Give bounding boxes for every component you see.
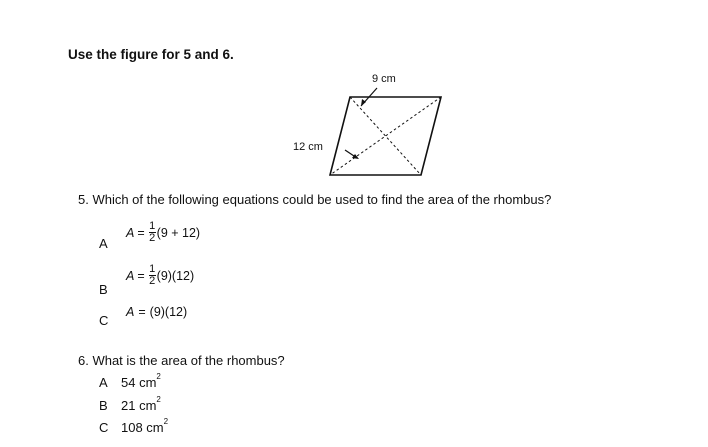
fraction-one-half <box>149 221 156 244</box>
q5-option-b-letter[interactable]: B <box>99 282 108 297</box>
equation-sign: = <box>138 305 146 319</box>
top-pointer-arrowhead <box>361 99 366 106</box>
equation-sign: = <box>137 268 145 283</box>
option-value: 108 cm <box>121 420 164 435</box>
option-letter: B <box>99 398 108 413</box>
equation-rest: (9 + 12) <box>156 225 201 240</box>
q5-option-b-equation[interactable] <box>126 264 194 287</box>
fraction-numerator: 1 <box>149 220 156 232</box>
top-diagonal-label: 9 cm <box>372 73 396 85</box>
rhombus-diagonal-1 <box>350 97 421 175</box>
q6-option-a[interactable] <box>99 372 161 390</box>
option-exponent: 2 <box>156 372 161 381</box>
figure-instruction: Use the figure for 5 and 6. <box>68 47 234 62</box>
left-diagonal-label: 12 cm <box>293 141 323 153</box>
option-exponent: 2 <box>163 417 169 426</box>
option-value: 54 cm <box>121 375 157 390</box>
option-exponent: 2 <box>156 395 161 404</box>
option-letter: A <box>99 375 108 390</box>
equation-rest: (9)(12) <box>156 268 195 283</box>
equation-rest: (9)(12) <box>149 305 188 319</box>
rhombus-figure <box>285 68 455 180</box>
rhombus-diagram <box>285 68 455 180</box>
q5-option-c-letter[interactable]: C <box>99 313 109 328</box>
q5-option-a-letter[interactable]: A <box>99 236 108 251</box>
fraction-denominator: 2 <box>149 232 156 244</box>
q6-option-b[interactable] <box>99 395 161 413</box>
fraction-numerator: 1 <box>149 263 156 275</box>
equation-lhs: A <box>126 268 135 283</box>
q6-option-c[interactable] <box>99 417 169 435</box>
question-6-text: 6. What is the area of the rhombus? <box>78 353 285 368</box>
question-5-text: 5. Which of the following equations could be used to find the area of the rhombus? <box>78 192 552 207</box>
equation-lhs: A <box>126 305 135 319</box>
q5-option-a-equation[interactable] <box>126 221 200 244</box>
fraction-denominator: 2 <box>149 275 156 287</box>
equation-lhs: A <box>126 225 135 240</box>
q5-option-c-equation[interactable] <box>126 305 187 319</box>
equation-sign: = <box>137 225 145 240</box>
option-letter: C <box>99 420 109 435</box>
fraction-one-half <box>149 264 156 287</box>
option-value: 21 cm <box>121 398 157 413</box>
